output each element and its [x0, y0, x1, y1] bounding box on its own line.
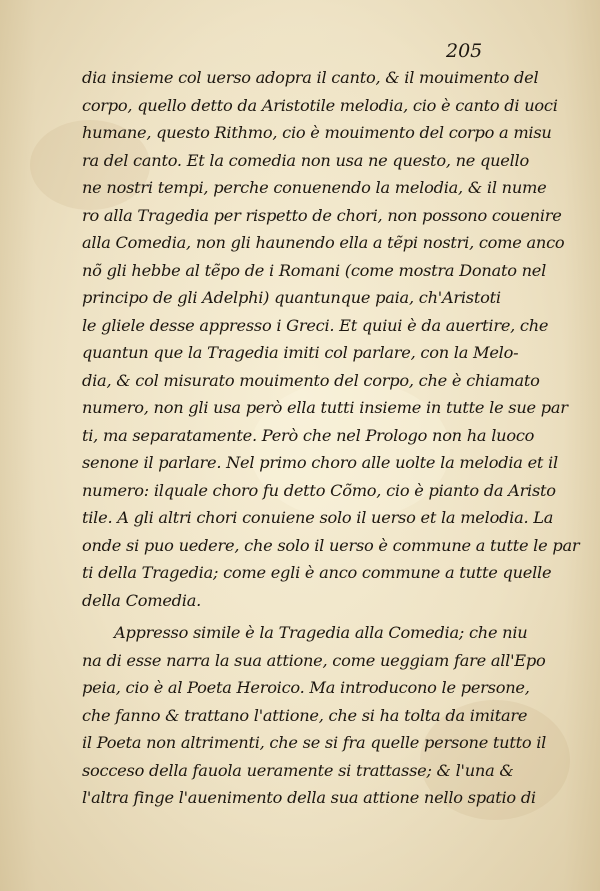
text-line: dia, & col misurato mouimento del corpo, che è chiamato	[82, 370, 540, 390]
text-line: ra del canto. Et la comedia non usa ne questo, ne quello	[82, 150, 529, 170]
text-line: il Poeta non altrimenti, che se si fra quelle persone tutto il	[82, 733, 547, 752]
text-line: le gliele desse appresso i Greci. Et quiui è da auertire, che	[82, 315, 549, 335]
text-line: corpo, quello detto da Aristotile melodia, cio è canto di uoci	[82, 95, 558, 115]
text-line: principo de gli Adelphi) quantunque paia, ch'Aristoti	[82, 288, 501, 307]
text-line: humane, questo Rithmo, cio è mouimento del corpo a misu	[82, 123, 552, 142]
paragraph-start-line: Appresso simile è la Tragedia alla Comedia; che niu	[114, 623, 528, 642]
page-number: 205	[446, 40, 483, 62]
text-line: numero, non gli usa però ella tutti insieme in tutte le sue par	[82, 398, 568, 417]
text-line: che fanno & trattano l'attione, che si ha tolta da imitare	[82, 705, 528, 725]
text-line: nõ gli hebbe al tẽpo de i Romani (come mostra Donato nel	[82, 260, 547, 280]
text-line: senone il parlare. Nel primo choro alle uolte la melodia et il	[82, 453, 558, 472]
text-line: quantun que la Tragedia imiti col parlare, con la Melo-	[82, 343, 519, 362]
text-line: ti della Tragedia; come egli è anco commune a tutte quelle	[82, 563, 552, 582]
text-line: na di esse narra la sua attione, come ueggiam fare all'Epo	[82, 650, 546, 670]
text-line: l'altra finge l'auenimento della sua attione nello spatio di	[82, 788, 536, 807]
text-line: tile. A gli altri chori conuiene solo il uerso et la melodia. La	[82, 508, 554, 527]
text-line: socceso della fauola ueramente si trattasse; & l'una &	[82, 760, 514, 780]
text-line: della Comedia.	[82, 590, 201, 610]
text-line: ro alla Tragedia per rispetto de chori, non possono couenire	[82, 205, 562, 225]
text-line: ti, ma separatamente. Però che nel Prologo non ha luoco	[82, 425, 535, 445]
text-line: dia insieme col uerso adopra il canto, & il mouimento del	[82, 68, 539, 87]
text-line: onde si puo uedere, che solo il uerso è commune a tutte le par	[82, 535, 580, 555]
text-line: numero: ilquale choro fu detto Cõmo, cio è pianto da Aristo	[82, 480, 556, 500]
text-line: ne nostri tempi, perche conuenendo la melodia, & il nume	[82, 178, 547, 197]
text-line: alla Comedia, non gli haunendo ella a tẽpi nostri, come anco	[82, 233, 565, 252]
text-block	[82, 64, 580, 812]
text-line: peia, cio è al Poeta Heroico. Ma introducono le persone,	[82, 678, 530, 697]
